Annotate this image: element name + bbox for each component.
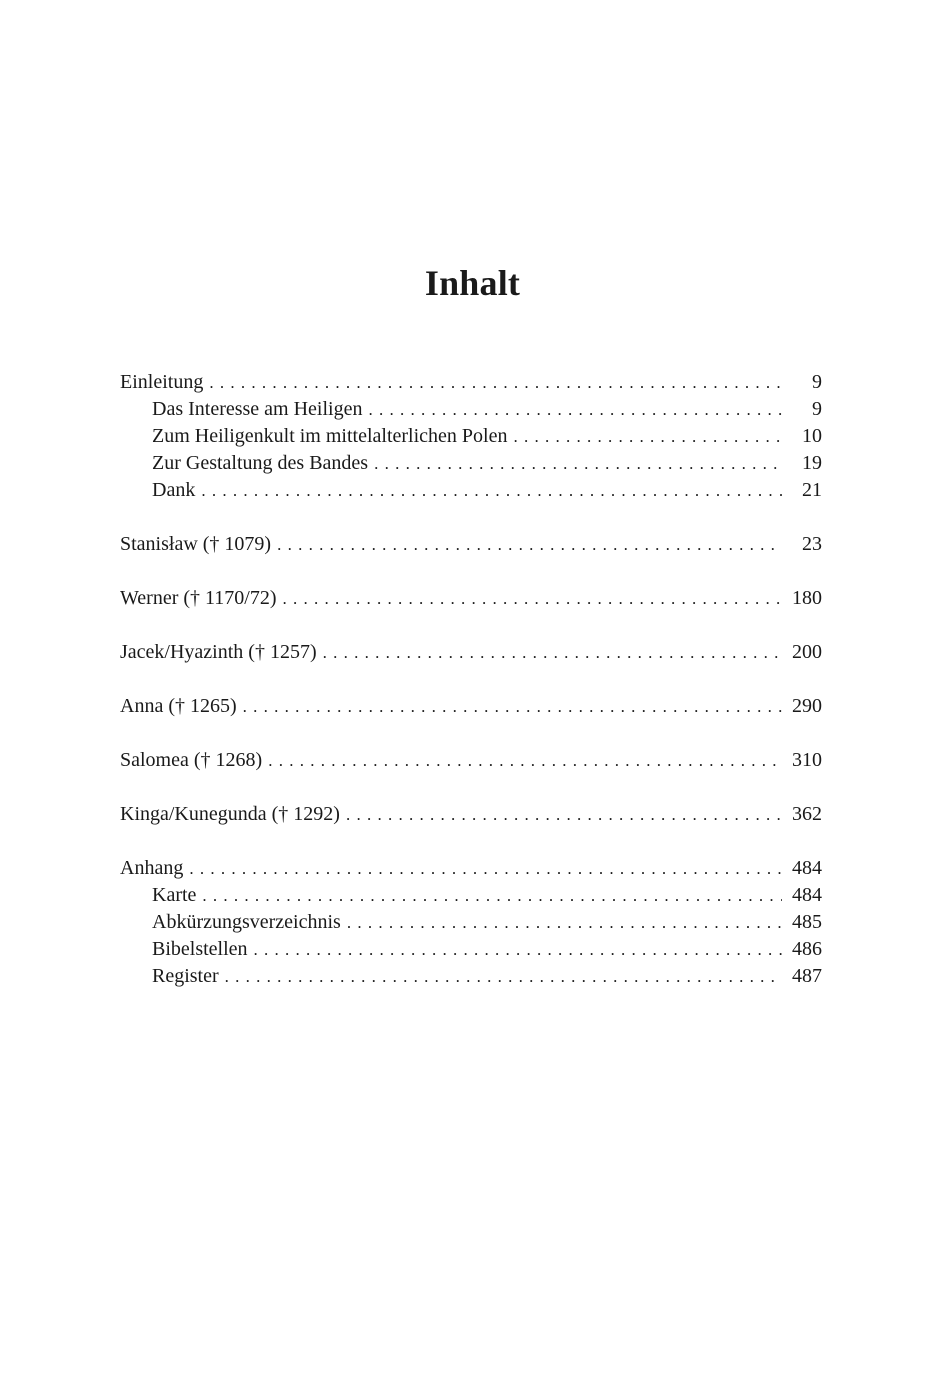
toc-section xyxy=(120,693,822,720)
toc-page-number: 310 xyxy=(792,749,822,771)
toc-entry-title: Kinga/Kunegunda († 1292) xyxy=(120,803,340,825)
toc-page-number: 200 xyxy=(792,641,822,663)
toc-page-number: 362 xyxy=(792,803,822,825)
toc-subentry xyxy=(120,423,822,450)
toc-entry-title: Abkürzungsverzeichnis xyxy=(152,911,341,933)
toc-subentry xyxy=(120,396,822,423)
dot-leader xyxy=(277,531,782,558)
dot-leader xyxy=(346,801,782,828)
toc-section xyxy=(120,747,822,774)
toc-entry xyxy=(120,531,822,558)
toc-subentry xyxy=(120,909,822,936)
toc-section xyxy=(120,801,822,828)
toc-entry-title: Bibelstellen xyxy=(152,938,248,960)
toc-entry-title: Einleitung xyxy=(120,371,204,393)
toc-entry-title: Anhang xyxy=(120,857,184,879)
toc-entry xyxy=(120,585,822,612)
page-title: Inhalt xyxy=(424,263,521,303)
toc-subentry xyxy=(120,477,822,504)
toc-entry-title: Dank xyxy=(152,479,196,501)
dot-leader xyxy=(268,747,782,774)
dot-leader xyxy=(347,909,782,936)
toc-entry xyxy=(120,747,822,774)
toc-page-number: 484 xyxy=(792,884,822,906)
toc-subentry xyxy=(120,936,822,963)
dot-leader xyxy=(513,423,782,450)
toc-section xyxy=(120,531,822,558)
toc-subentry xyxy=(120,450,822,477)
toc-entry-title: Zum Heiligenkult im mittelalterlichen Polen xyxy=(152,425,508,447)
dot-leader xyxy=(243,693,782,720)
toc-page-number: 23 xyxy=(802,533,822,555)
toc-entry-title: Jacek/Hyazinth († 1257) xyxy=(120,641,317,663)
toc-entry xyxy=(120,693,822,720)
toc-page-number: 486 xyxy=(792,938,822,960)
toc-page-number: 9 xyxy=(812,371,822,393)
dot-leader xyxy=(323,639,782,666)
dot-leader xyxy=(368,396,782,423)
toc-entry-title: Salomea († 1268) xyxy=(120,749,263,771)
toc-entry xyxy=(120,369,822,396)
table-of-contents xyxy=(120,369,822,990)
toc-subentry xyxy=(120,963,822,990)
toc-section xyxy=(120,369,822,504)
toc-entry-title: Karte xyxy=(152,884,197,906)
toc-entry xyxy=(120,855,822,882)
dot-leader xyxy=(202,882,782,909)
dot-leader xyxy=(209,369,782,396)
toc-page-number: 180 xyxy=(792,587,822,609)
dot-leader xyxy=(282,585,782,612)
toc-subentry xyxy=(120,882,822,909)
toc-entry-title: Anna († 1265) xyxy=(120,695,237,717)
toc-page-number: 21 xyxy=(802,479,822,501)
toc-page-number: 9 xyxy=(812,398,822,420)
dot-leader xyxy=(225,963,782,990)
toc-section xyxy=(120,585,822,612)
toc-section xyxy=(120,855,822,990)
dot-leader xyxy=(189,855,782,882)
toc-page-number: 485 xyxy=(792,911,822,933)
dot-leader xyxy=(254,936,782,963)
toc-page-number: 19 xyxy=(802,452,822,474)
toc-page-number: 10 xyxy=(802,425,822,447)
toc-page-number: 484 xyxy=(792,857,822,879)
toc-entry-title: Zur Gestaltung des Bandes xyxy=(152,452,369,474)
toc-section xyxy=(120,639,822,666)
toc-page-number: 290 xyxy=(792,695,822,717)
dot-leader xyxy=(201,477,782,504)
toc-entry-title: Werner († 1170/72) xyxy=(120,587,277,609)
toc-entry-title: Register xyxy=(152,965,219,987)
toc-entry-title: Das Interesse am Heiligen xyxy=(152,398,363,420)
toc-entry-title: Stanisław († 1079) xyxy=(120,533,272,555)
toc-entry xyxy=(120,801,822,828)
dot-leader xyxy=(374,450,782,477)
toc-entry xyxy=(120,639,822,666)
toc-page-number: 487 xyxy=(792,965,822,987)
